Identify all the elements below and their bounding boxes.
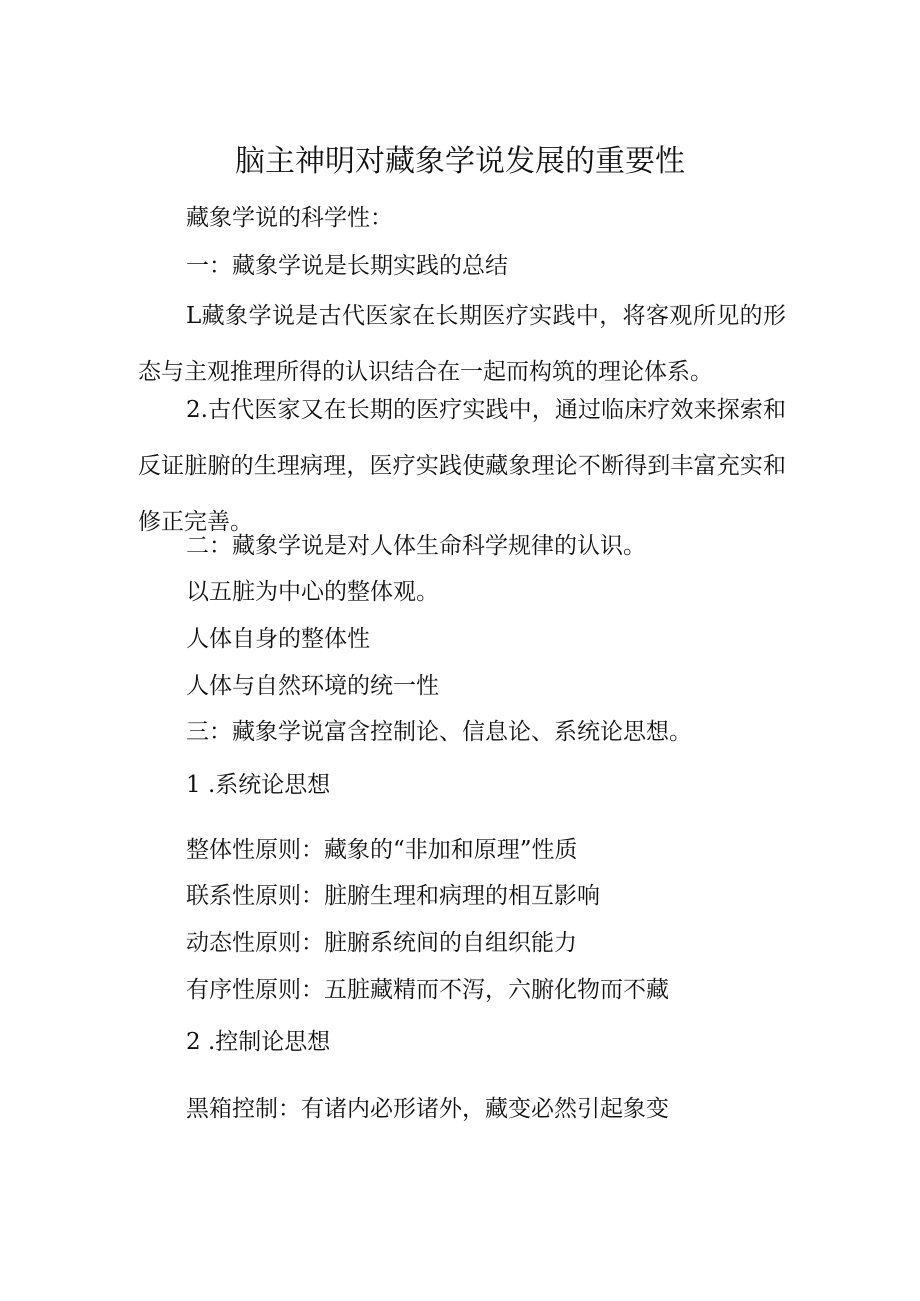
principle-whole: 整体性原则：藏象的“非加和原理”性质 <box>186 837 578 863</box>
paragraph-2: 2.古代医家又在长期的医疗实践中，通过临床疗效来探索和反证脏腑的生理病理，医疗实践使藏象理论不断得到丰富充实和修正完善。 <box>138 397 786 535</box>
wuzang-line: 以五脏为中心的整体观。 <box>186 579 439 605</box>
paragraph-1: L藏象学说是古代医家在长期医疗实践中，将客观所见的形态与主观推理所得的认识结合在一起而构筑的理论体系。 <box>138 303 786 385</box>
self-integrity-line: 人体自身的整体性 <box>186 626 370 652</box>
blackbox-line: 黑箱控制：有诸内必形诸外，藏变必然引起象变 <box>186 1096 669 1122</box>
principle-dynamic: 动态性原则：脏腑系统间的自组织能力 <box>186 930 577 956</box>
section-1-heading: 一：藏象学说是长期实践的总结 <box>186 253 508 279</box>
subsection-1-heading: 1 .系统论思想 <box>186 772 331 798</box>
section-intro: 藏象学说的科学性： <box>186 205 393 231</box>
subsection-2-heading: 2 .控制论思想 <box>186 1029 331 1055</box>
principle-link: 联系性原则：脏腑生理和病理的相互影响 <box>186 883 600 909</box>
principle-order: 有序性原则：五脏藏精而不泻，六腑化物而不藏 <box>186 977 669 1003</box>
page-title: 脑主神明对藏象学说发展的重要性 <box>235 144 685 179</box>
section-3-heading: 三：藏象学说富含控制论、信息论、系统论思想。 <box>186 719 692 745</box>
section-2-heading: 二：藏象学说是对人体生命科学规律的认识。 <box>186 533 646 559</box>
nature-unity-line: 人体与自然环境的统一性 <box>186 673 439 699</box>
